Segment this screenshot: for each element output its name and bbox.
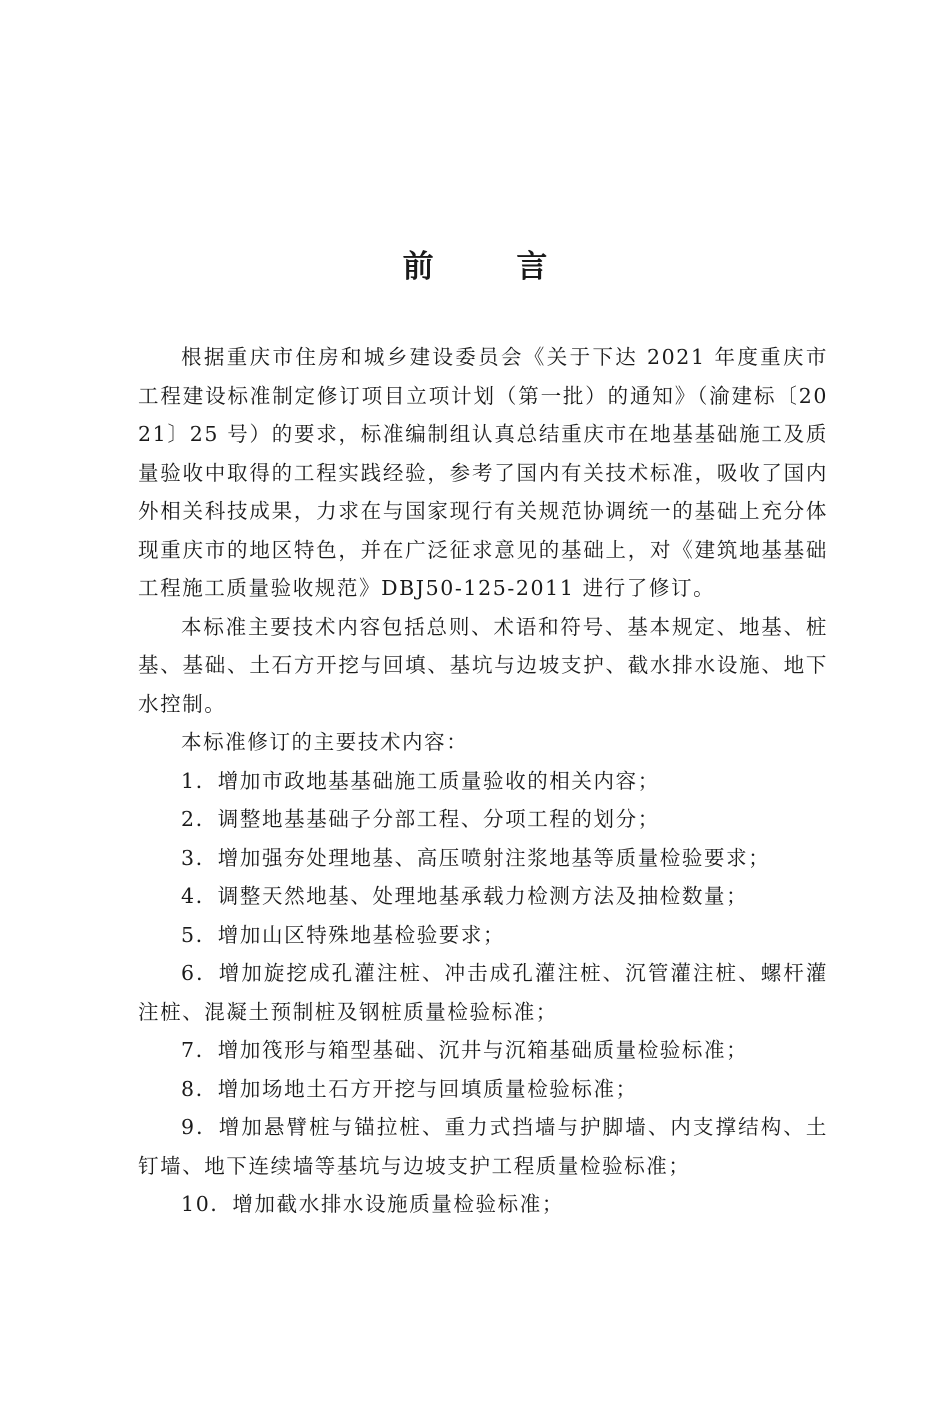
body-text [138, 338, 828, 1224]
list-item: 2．调整地基基础子分部工程、分项工程的划分； [181, 807, 660, 831]
list-item: 5．增加山区特殊地基检验要求； [181, 922, 506, 947]
list-item: 10．增加截水排水设施质量检验标准； [181, 1192, 564, 1216]
page-title: 前 言 [402, 249, 584, 285]
list-item: 8．增加场地土石方开挖与回填质量检验标准； [181, 1076, 638, 1101]
list-item: 9．增加悬臂桩与锚拉桩、重力式挡墙与护脚墙、内支撑结构、土钉墙、地下连续墙等基坑与边坡支护工程质量检验标准； [138, 1115, 828, 1178]
paragraph-main-content: 本标准主要技术内容包括总则、术语和符号、基本规定、地基、桩基、基础、土石方开挖与回填、基坑与边坡支护、截水排水设施、地下水控制。 [138, 614, 828, 716]
paragraph-intro: 根据重庆市住房和城乡建设委员会《关于下达 2021 年度重庆市工程建设标准制定修订项目立项计划（第一批）的通知》（渝建标〔2021〕25 号）的要求，标准编制组认真总结重庆市在地基基础施工及质量验收中取得的工程实践经验，参考了国内有关技术标准，吸收了国内外相关科技成果，力求在与国家现行有关规范协调统一的基础上充分体现重庆市的地区特色，并在广泛征求意见的基础上，对《建筑地基基础工程施工质量验收规范》DBJ50-125-2011 进行了修订。 [138, 345, 828, 600]
list-item: 1．增加市政地基基础施工质量验收的相关内容； [181, 768, 660, 793]
list-item: 4．调整天然地基、处理地基承载力检测方法及抽检数量； [181, 884, 749, 908]
list-item: 3．增加强夯处理地基、高压喷射注浆地基等质量检验要求； [181, 845, 771, 870]
paragraph-revision-heading: 本标准修订的主要技术内容： [181, 730, 469, 754]
list-item: 7．增加筏形与箱型基础、沉井与沉箱基础质量检验标准； [181, 1038, 749, 1062]
list-item: 6．增加旋挖成孔灌注桩、冲击成孔灌注桩、沉管灌注桩、螺杆灌注桩、混凝土预制桩及钢桩质量检验标准； [138, 961, 828, 1024]
